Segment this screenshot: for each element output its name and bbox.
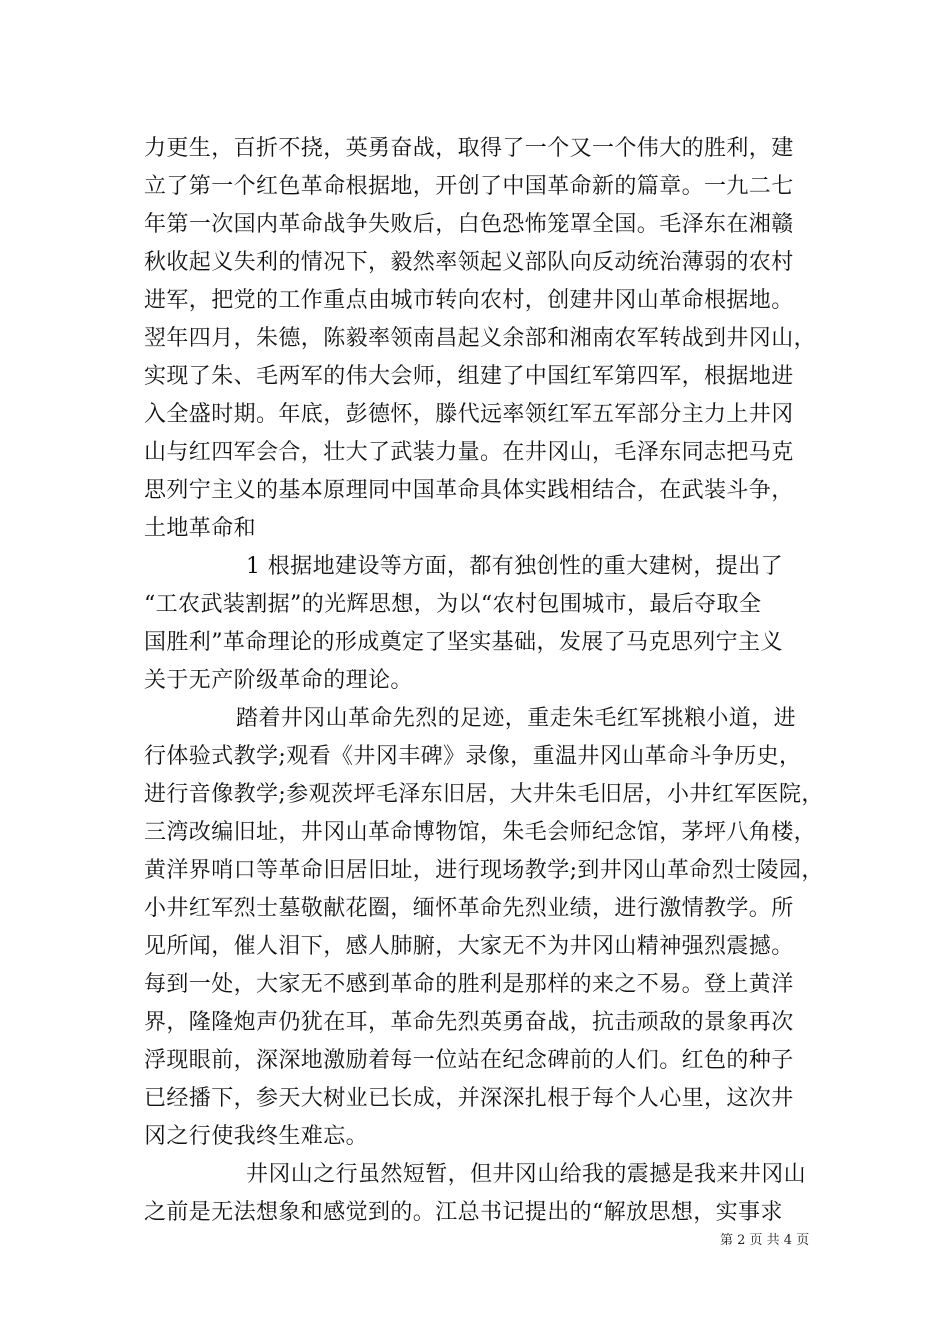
text-line: 年第一次国内革命战争失败后，白色恐怖笼罩全国。毛泽东在湘赣 <box>144 212 794 237</box>
text-line: 小井红军烈士墓敬献花圈，缅怀革命先烈业绩，进行激情教学。所 <box>144 896 794 921</box>
text-line: 之前是无法想象和感觉到的。江总书记提出的“解放思想，实事求 <box>144 1200 783 1225</box>
text-line: 界，隆隆炮声仍犹在耳，革命先烈英勇奋战，抗击顽敌的景象再次 <box>144 1010 794 1035</box>
text-line: 三湾改编旧址，井冈山革命博物馆，朱毛会师纪念馆，茅坪八角楼， <box>144 820 817 845</box>
text-line: 1 根据地建设等方面，都有独创性的重大建树，提出了 <box>246 554 783 579</box>
text-line: 翌年四月，朱德，陈毅率领南昌起义余部和湘南农军转战到井冈山， <box>144 326 817 351</box>
text-line: 关于无产阶级革命的理论。 <box>144 668 413 693</box>
text-line: 力更生，百折不挠，英勇奋战，取得了一个又一个伟大的胜利，建 <box>144 136 794 161</box>
text-line: 行体验式教学;观看《井冈丰碑》录像，重温井冈山革命斗争历史， <box>144 744 802 769</box>
text-line: “工农武装割据”的光辉思想，为以“农村包围城市，最后夺取全 <box>144 592 762 617</box>
text-line: 冈之行使我终生难忘。 <box>144 1124 369 1149</box>
text-line: 进行音像教学;参观茨坪毛泽东旧居，大井朱毛旧居，小井红军医院， <box>144 782 824 807</box>
text-line: 井冈山之行虽然短暂，但井冈山给我的震撼是我来井冈山 <box>246 1162 807 1187</box>
text-line: 黄洋界哨口等革命旧居旧址，进行现场教学;到井冈山革命烈士陵园， <box>144 858 824 883</box>
text-line: 立了第一个红色革命根据地，开创了中国革命新的篇章。一九二七 <box>144 174 794 199</box>
text-line: 山与红四军会合，壮大了武装力量。在井冈山，毛泽东同志把马克 <box>144 440 794 465</box>
text-line: 思列宁主义的基本原理同中国革命具体实践相结合，在武装斗争， <box>144 478 794 503</box>
text-line: 国胜利”革命理论的形成奠定了坚实基础，发展了马克思列宁主义 <box>144 630 783 655</box>
text-line: 每到一处，大家无不感到革命的胜利是那样的来之不易。登上黄洋 <box>144 972 794 997</box>
text-line: 进军，把党的工作重点由城市转向农村，创建井冈山革命根据地。 <box>144 288 794 313</box>
text-line: 见所闻，催人泪下，感人肺腑，大家无不为井冈山精神强烈震撼。 <box>144 934 794 959</box>
text-line: 实现了朱、毛两军的伟大会师，组建了中国红军第四军，根据地进 <box>144 364 794 389</box>
page-footer: 第 2 页 共 4 页 <box>720 1233 810 1248</box>
text-line: 已经播下，参天大树业已长成，并深深扎根于每个人心里，这次井 <box>144 1086 794 1111</box>
text-line: 土地革命和 <box>144 516 257 541</box>
text-line: 秋收起义失利的情况下，毅然率领起义部队向反动统治薄弱的农村 <box>144 250 794 275</box>
text-line: 浮现眼前，深深地激励着每一位站在纪念碑前的人们。红色的种子 <box>144 1048 794 1073</box>
text-line: 入全盛时期。年底，彭德怀，滕代远率领红军五军部分主力上井冈 <box>144 402 794 427</box>
text-line: 踏着井冈山革命先烈的足迹，重走朱毛红军挑粮小道，进 <box>236 706 797 731</box>
